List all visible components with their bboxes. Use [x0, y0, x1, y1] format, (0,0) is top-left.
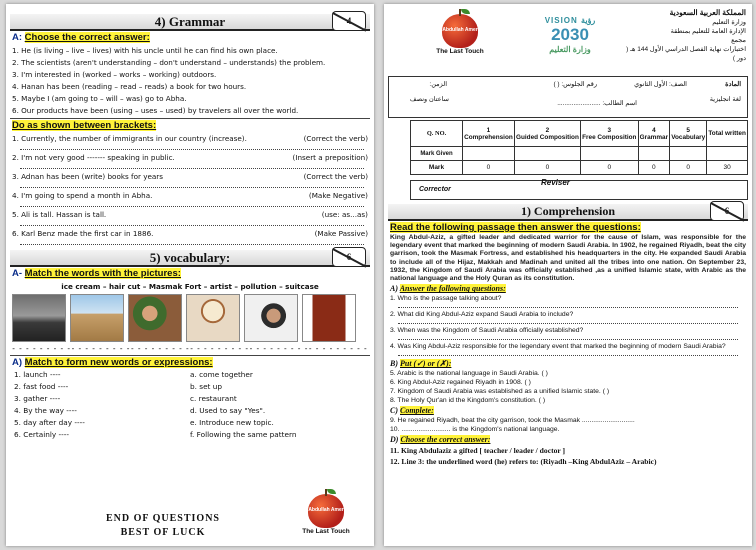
mark-cell: 0	[638, 161, 670, 175]
true-false-item: 8. The Holy Qur'an id the Kingdom's constitution. ( )	[390, 397, 546, 405]
grammar-b-hint: (Correct the verb)	[303, 133, 368, 143]
comprehension-task-b: B) Put (✓) or (✗):	[390, 359, 452, 369]
answer-line[interactable]	[20, 144, 364, 150]
grammar-b-hint: (Insert a preposition)	[292, 152, 368, 162]
comprehension-section-header	[388, 204, 748, 221]
grade-table-corner: Q. NO.	[411, 121, 463, 147]
grammar-b-hint: (Correct the verb)	[303, 171, 368, 181]
mark-cell: 0	[463, 161, 515, 175]
choose-item: 11. King Abdulaziz a gifted [ teacher / leader / doctor ]	[390, 446, 566, 456]
answer-line[interactable]	[20, 239, 364, 245]
complete-item: 9. He regained Riyadh, beat the city garrison, took the Masmak ............................	[390, 417, 635, 425]
grade-table: Q. NO. 1 Comprehension 2 Guided Composition 3 Free Composition 4 Grammar 5 Vocabulary Total written Mark Given Mark 0 0 0 0 0 30	[410, 120, 748, 175]
apple-logo-icon: Abdullah Amer	[308, 494, 344, 528]
match-grid	[6, 369, 374, 440]
grammar-b-hint: (use: as...as)	[321, 209, 368, 219]
match-right-item: d. Used to say "Yes".	[190, 406, 266, 415]
answer-line[interactable]	[398, 303, 738, 308]
mark-cell: 0	[581, 161, 639, 175]
vocabulary-pictures	[6, 292, 374, 344]
grammar-b-item	[6, 189, 374, 201]
grammar-b-question: 5. Ali is tall. Hassan is tall.	[12, 209, 107, 219]
comprehension-question: 2. What did King Abdul-Aziz expand Saudi Arabia to include?	[390, 311, 574, 319]
grade-column-header	[638, 121, 670, 147]
grammar-a-item: 4. Hanan has been (reading – read – reads) a book for two hours.	[12, 81, 247, 91]
picture-answer-blank[interactable]: - - - - - - - - -	[71, 344, 131, 353]
comprehension-question: 4. Was King Abdul-Aziz responsible for the legendary event that marked the beginning of modern Saudi Arabia?	[390, 343, 726, 351]
grade-column-name: Total written	[708, 130, 746, 137]
choose-item: 12. Line 3: the underlined word (he) refers to: (Riyadh –King AbdulAziz – Arabic)	[390, 457, 657, 467]
match-left-item: 6. Certainly ----	[14, 430, 70, 439]
student-info-box: المادة لغة انجليزية الصف: الأول الثانوي رقم الجلوس: ( ) اسم الطالب: ........................ الزمن: ساعتان ونصف	[388, 76, 748, 118]
grammar-b-item	[6, 227, 374, 239]
mark-given-cell[interactable]	[670, 147, 707, 161]
grammar-score-box: 4	[332, 11, 366, 31]
answer-line[interactable]	[398, 319, 738, 324]
answer-line[interactable]	[20, 220, 364, 226]
mark-cell: 30	[707, 161, 748, 175]
picture-answer-blank[interactable]: - - - - - - - - -	[190, 344, 250, 353]
grade-column-name: Vocabulary	[671, 133, 706, 141]
grammar-b-question: 4. I'm going to spend a month in Abha.	[12, 190, 153, 200]
grammar-a-item: 2. The scientists (aren't understanding – don't understand – understands) the problem.	[12, 57, 326, 67]
comprehension-title: 1) Comprehension	[520, 204, 616, 218]
grade-column-number: 4	[652, 126, 656, 134]
grade-column-header	[581, 121, 639, 147]
picture-answer-blank[interactable]: - - - - - - - - -	[12, 344, 72, 353]
grammar-title: 4) Grammar	[154, 14, 226, 29]
answer-line[interactable]	[398, 335, 738, 340]
mark-given-cell[interactable]	[514, 147, 580, 161]
complete-item: 10. .......................... is the Kingdom's national language.	[390, 426, 560, 434]
mark-given-cell[interactable]	[707, 147, 748, 161]
grammar-b-question: 6. Karl Benz made the first car in 1886.	[12, 228, 154, 238]
grade-column-name: Free Composition	[582, 133, 637, 141]
closing-line-1: END OF QUESTIONS	[106, 513, 220, 524]
mark-cell: 0	[670, 161, 707, 175]
grammar-b-item	[6, 208, 374, 220]
vision-2030-logo: VISION رؤية 2030 وزارة التعليم	[544, 16, 596, 54]
vocabulary-score-box: 6	[332, 247, 366, 267]
ministry-header: المملكة العربية السعودية وزارة التعليم الإدارة العامة للتعليم بمنطقة مجمع اختبارات نهاية الفصل الدراسي الأول 144 هـ ( دور )	[626, 8, 746, 62]
match-right-item: a. come together	[190, 370, 253, 379]
grade-column-number: 2	[545, 126, 550, 134]
match-left-item: 3. gather ----	[14, 394, 61, 403]
grammar-b-question: 2. I'm not very good ------- speaking in public.	[12, 152, 175, 162]
corrector-row: Corrector Reviser	[410, 180, 748, 200]
picture-artist	[128, 294, 182, 342]
picture-suitcase	[302, 294, 356, 342]
grammar-b-question: 3. Adnan has been (write) books for years	[12, 171, 163, 181]
match-right-item: e. Introduce new topic.	[190, 418, 274, 427]
grade-column-name: Grammar	[639, 133, 669, 141]
comprehension-task-d: D) Choose the correct answer:	[390, 435, 491, 445]
closing-line-2: BEST OF LUCK	[120, 527, 206, 538]
grammar-b-hint: (Make Negative)	[308, 190, 368, 200]
vocabulary-word-list: ice cream – hair cut – Masmak Fort – artist – pollution – suitcase	[61, 281, 319, 291]
grade-column-name: Guided Composition	[516, 133, 579, 141]
grammar-a-item: 3. I'm interested in (worked – works – working) outdoors.	[12, 69, 217, 79]
mark-given-cell[interactable]	[638, 147, 670, 161]
grade-column-number: 5	[686, 126, 690, 134]
vocabulary-task-a: A- Match the words with the pictures:	[12, 268, 181, 279]
grammar-b-item	[6, 132, 374, 144]
grade-column-header	[670, 121, 707, 147]
comprehension-score-box: 6	[710, 201, 744, 221]
grammar-section-header	[10, 14, 370, 31]
match-left-item: 2. fast food ----	[14, 382, 69, 391]
answer-line[interactable]	[20, 163, 364, 169]
comprehension-question: 3. When was the Kingdom of Saudi Arabia officially established?	[390, 327, 584, 335]
comprehension-task-c: C) Complete:	[390, 406, 434, 416]
vocabulary-answer-blanks	[6, 344, 374, 353]
picture-ice-cream	[186, 294, 240, 342]
last-touch-logo-left: Abdullah Amer The Last Touch	[294, 494, 358, 535]
grammar-a-item: 1. He (is living – live – lives) with his uncle until he can find his own place.	[12, 45, 278, 55]
comprehension-question: 1. Who is the passage talking about?	[390, 295, 502, 303]
picture-masmak-fort	[70, 294, 124, 342]
exam-page-left	[6, 4, 374, 546]
picture-answer-blank[interactable]: - - - - - - - - -	[308, 344, 368, 353]
match-right-item: f. Following the same pattern	[190, 430, 297, 439]
grammar-a-item: 5. Maybe I (am going to – will – was) go to Abha.	[12, 93, 187, 103]
answer-line[interactable]	[398, 351, 738, 356]
mark-cell: 0	[514, 161, 580, 175]
grammar-b-question: 1. Currently, the number of immigrants in our country (increase).	[12, 133, 247, 143]
comprehension-task: Read the following passage then answer the questions:	[390, 222, 641, 233]
true-false-item: 5. Arabic is the national language in Saudi Arabia. ( )	[390, 370, 548, 378]
picture-pollution	[12, 294, 66, 342]
picture-answer-blank[interactable]: - - - - - - - - -	[130, 344, 190, 353]
apple-logo-icon: Abdullah Amer	[442, 14, 478, 48]
comprehension-task-a: A) Answer the following questions:	[390, 284, 506, 294]
grade-column-header	[514, 121, 580, 147]
answer-line[interactable]	[20, 182, 364, 188]
exam-page-right	[384, 4, 752, 546]
match-right-item: c. restaurant	[190, 394, 237, 403]
picture-answer-blank[interactable]: - - - - - - - - -	[249, 344, 309, 353]
grammar-task-a: A: Choose the correct answer:	[12, 32, 150, 43]
grade-column-number: 1	[486, 126, 491, 134]
grade-column-name: Comprehension	[464, 133, 513, 141]
grade-column-header	[463, 121, 515, 147]
match-left-item: 4. By the way ----	[14, 406, 77, 415]
true-false-item: 7. Kingdom of Saudi Arabia was established as a unified Islamic state. ( )	[390, 388, 610, 396]
match-right-item: b. set up	[190, 382, 222, 391]
last-touch-logo-right: Abdullah Amer The Last Touch	[428, 14, 492, 55]
grade-column-number: 3	[607, 126, 612, 134]
true-false-item: 6. King Abdul-Aziz regained Riyadh in 1908. ( )	[390, 379, 531, 387]
grammar-b-item	[6, 151, 374, 163]
match-left-item: 1. launch ----	[14, 370, 61, 379]
grammar-b-hint: (Make Passive)	[314, 228, 368, 238]
vocabulary-title: 5) vocabulary:	[149, 250, 231, 265]
match-left-item: 5. day after day ----	[14, 418, 85, 427]
comprehension-questions-a	[384, 294, 752, 356]
closing-text	[106, 512, 220, 540]
mark-given-cell[interactable]	[581, 147, 639, 161]
grammar-b-list	[6, 132, 374, 245]
answer-line[interactable]	[20, 201, 364, 207]
grammar-a-item: 6. Our products have been (using – uses – used) by travelers all over the world.	[12, 105, 299, 115]
grade-column-header	[707, 121, 748, 147]
mark-given-cell[interactable]	[463, 147, 515, 161]
vocabulary-section-header	[10, 250, 370, 267]
comprehension-items-d	[384, 445, 752, 467]
comprehension-items-b	[384, 369, 752, 405]
grammar-b-item	[6, 170, 374, 182]
match-task: A) Match to form new words or expressions:	[12, 357, 213, 368]
picture-hair-cut	[244, 294, 298, 342]
grammar-a-list	[6, 44, 374, 116]
comprehension-passage: King Abdul-Aziz, a gifted leader and dedicated warrior for the cause of Islam, was responsible for the legendary event that marked the beginning of modern Saudi Arabia. In 1902, he regained Riyadh, beat the city garrison, took the Masmak Fortress, and established his headquarters in the city. He expanded Saudi Arabia to include all of the Hijaz, Makkah and Madinah and united all the tribes into one nation. On September 23, 1932, the Kingdom of Saudi Arabia was officially established ,as a unified Islamic state, with Arabic as the national language and the Holy Quran as its constitution.	[390, 234, 746, 283]
grammar-task-b: Do as shown between brackets:	[12, 120, 157, 131]
comprehension-items-c	[384, 416, 752, 434]
